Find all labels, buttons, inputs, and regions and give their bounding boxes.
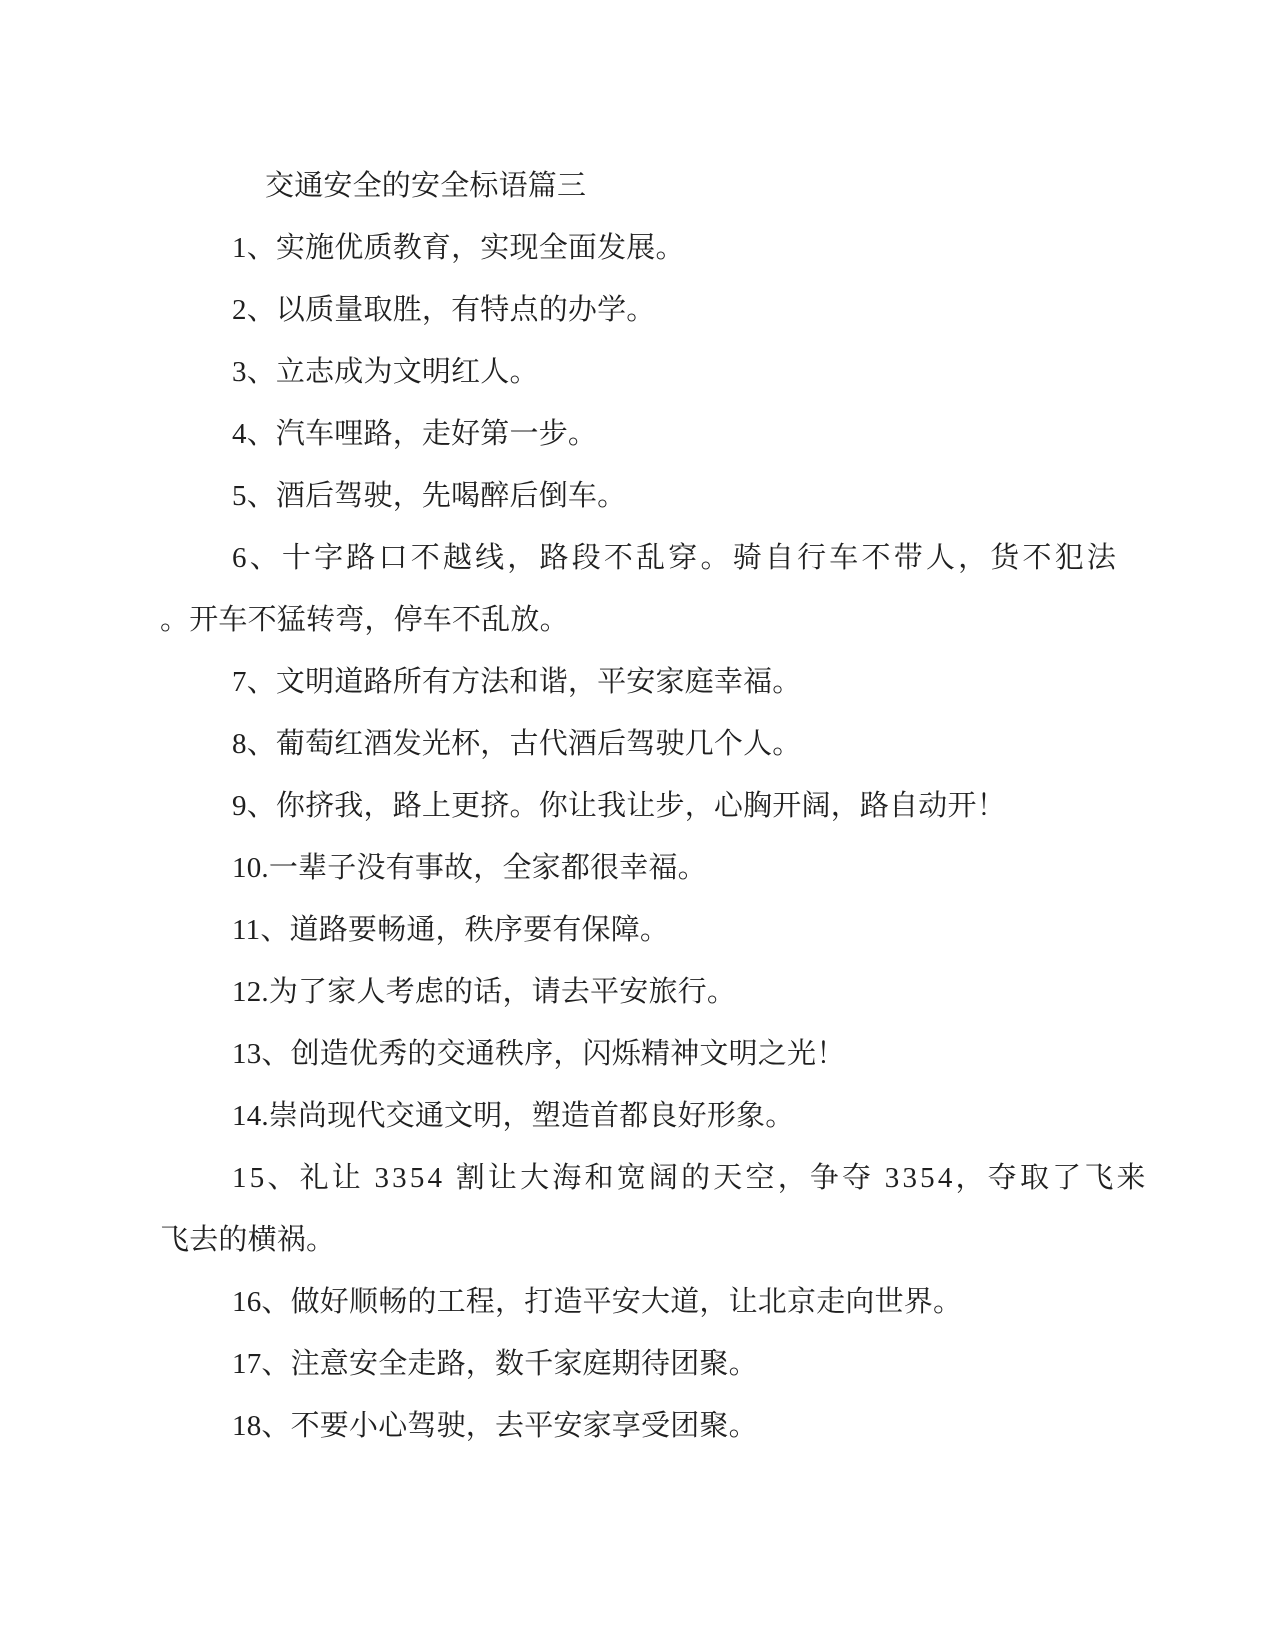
slogan-line-10: 10.一辈子没有事故，全家都很幸福。 bbox=[232, 852, 707, 884]
slogan-line-7: 7、文明道路所有方法和谐，平安家庭幸福。 bbox=[232, 666, 802, 698]
slogan-line-3: 3、立志成为文明红人。 bbox=[232, 356, 539, 388]
slogan-line-8: 8、葡萄红酒发光杯，古代酒后驾驶几个人。 bbox=[232, 728, 802, 760]
slogan-line-1: 1、实施优质教育，实现全面发展。 bbox=[232, 232, 685, 264]
slogan-line-13: 13、创造优秀的交通秩序，闪烁精神文明之光！ bbox=[232, 1038, 846, 1070]
slogan-line-4: 4、汽车哩路，走好第一步。 bbox=[232, 418, 598, 450]
slogan-line-9: 9、你挤我，路上更挤。你让我让步，心胸开阔，路自动开！ bbox=[232, 790, 1006, 822]
slogan-line-17: 17、注意安全走路，数千家庭期待团聚。 bbox=[232, 1348, 758, 1380]
page-title: 交通安全的安全标语篇三 bbox=[265, 170, 587, 202]
slogan-line-15: 15、礼让 3354 割让大海和宽阔的天空，争夺 3354，夺取了飞来 bbox=[232, 1162, 1149, 1194]
text-block bbox=[160, 155, 1149, 1457]
slogan-line-6-continued: 。开车不猛转弯，停车不乱放。 bbox=[160, 604, 569, 636]
slogan-line-5: 5、酒后驾驶，先喝醉后倒车。 bbox=[232, 480, 627, 512]
slogan-line-14: 14.崇尚现代交通文明，塑造首都良好形象。 bbox=[232, 1100, 795, 1132]
slogan-line-2: 2、以质量取胜，有特点的办学。 bbox=[232, 294, 656, 326]
slogan-line-11: 11、道路要畅通，秩序要有保障。 bbox=[232, 914, 670, 946]
slogan-line-12: 12.为了家人考虑的话，请去平安旅行。 bbox=[232, 976, 737, 1008]
slogan-line-18: 18、不要小心驾驶，去平安家享受团聚。 bbox=[232, 1410, 758, 1442]
slogan-line-6: 6、十字路口不越线，路段不乱穿。骑自行车不带人，货不犯法 bbox=[232, 542, 1120, 574]
slogan-line-16: 16、做好顺畅的工程，打造平安大道，让北京走向世界。 bbox=[232, 1286, 963, 1318]
slogan-line-15-continued: 飞去的横祸。 bbox=[160, 1224, 336, 1256]
